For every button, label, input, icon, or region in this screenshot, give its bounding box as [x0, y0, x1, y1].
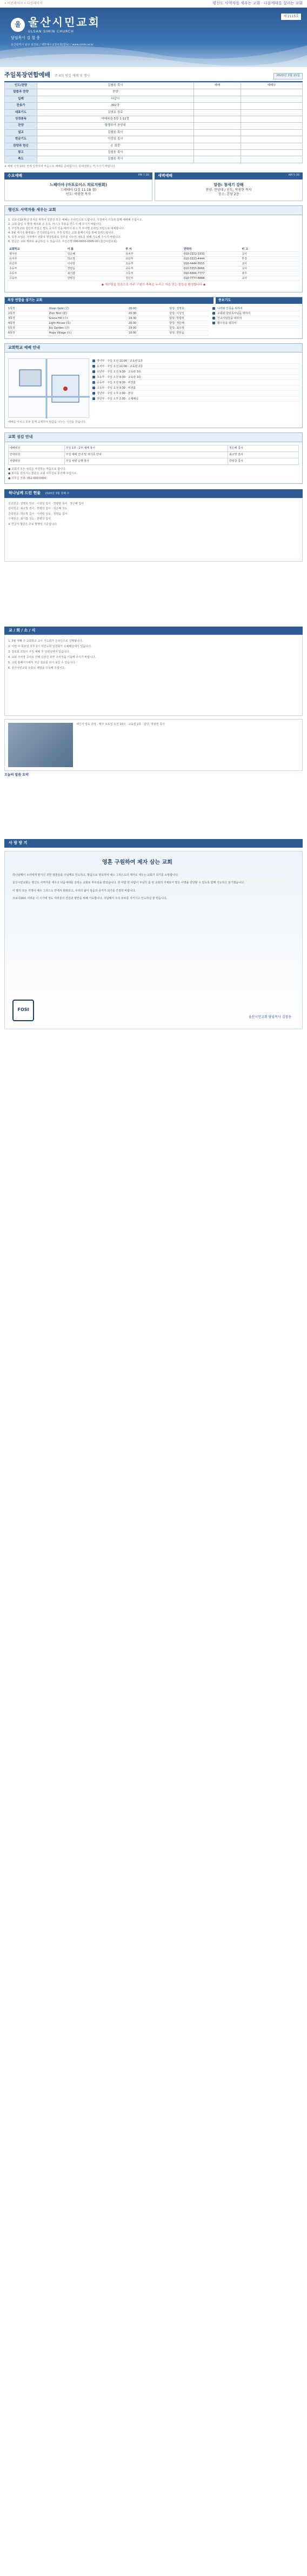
announcement-line: 4. 3월 새가족 환영회는 연기되었습니다. 추후 일정은 교회 홈페이지를 통해 알려드립니다. — [8, 231, 115, 235]
bullet-icon — [92, 392, 95, 395]
issue-number: 제 2115호 — [281, 13, 302, 21]
small-group-row[interactable] — [8, 326, 208, 331]
worship-row-cell: 302장 — [37, 103, 194, 109]
offering-line: 구제헌금: 최기쁨 성도 · 한평강 집사 — [8, 517, 51, 521]
ministry-cell: 한평강 집사 — [228, 458, 298, 464]
church-name: 울산시민교회 — [28, 16, 101, 29]
bullet-icon — [212, 322, 215, 324]
worship-row-label: 찬양 — [5, 123, 37, 129]
department-item[interactable] — [92, 369, 299, 375]
ministry-cell: 최소망 권사 — [228, 451, 298, 458]
map-icon — [9, 359, 90, 418]
news-line: 6. 울산시민교회 유튜브 채널을 구독해 주십시오. — [8, 667, 66, 670]
small-group-cell: Grace Hill (수) — [49, 317, 68, 321]
ministry-title: 교회 섬김 안내 — [5, 433, 302, 442]
education-ad[interactable] — [4, 719, 303, 771]
roster-cell: 박소망 — [66, 257, 125, 262]
ministry-bullet: ● 사무실 전화: 052-000-0000 — [8, 476, 46, 480]
ministry-cell: 안내위원 — [9, 451, 65, 458]
small-group-row[interactable] — [8, 311, 208, 316]
worship-row — [5, 136, 303, 143]
top-bar — [0, 0, 307, 8]
roster-cell: 010-6666-7777 — [183, 271, 241, 276]
prayer-text: 선교사님들을 위하여 — [217, 317, 242, 321]
worship-row-cell: 온 회중 — [37, 143, 194, 149]
roster-cell: 한평강 — [66, 276, 125, 281]
welcome-callout: ◆ 예수님을 믿음으로 마주 구원의 축복을 누리고 처음 믿는 분들을 환영합니다 ◆ — [101, 283, 206, 287]
dawn-service — [155, 172, 303, 201]
announcement-panel — [4, 205, 303, 292]
worship-order-table — [4, 82, 303, 163]
prayer-text: 환우들을 위하여 — [217, 322, 237, 325]
worship-row-label: 헌금기도 — [5, 136, 37, 143]
dawn-sub: 찬양: 찬양대 / 인도: 박광현 목사 — [205, 188, 252, 192]
announcement-lines — [8, 218, 299, 244]
department-item[interactable] — [92, 364, 299, 369]
worship-row-label: 성경봉독 — [5, 116, 37, 122]
announcement-line: 2. 교회 출입 시 발열 체크와 손 소독, 마스크 착용을 반드시 해 주시기 바랍니다. — [8, 222, 102, 226]
small-group-row[interactable] — [8, 307, 208, 311]
worship-row-label: 인도/찬양 — [5, 82, 37, 89]
worship-row-cell — [193, 136, 241, 143]
worship-row-cell — [193, 89, 241, 96]
department-text: 유치부 · 주일 오전 11:00 · 교육관 2층 — [97, 364, 143, 368]
department-list — [92, 358, 299, 418]
roster-cell: 010-4444-5555 — [183, 262, 241, 267]
worship-row-cell — [241, 143, 303, 149]
page-nav[interactable]: • 이전페이지 • 다음페이지 — [4, 1, 43, 5]
small-group-row[interactable] — [8, 316, 208, 321]
worship-row-label: 찬양과 헌신 — [5, 143, 37, 149]
worship-row-cell: 할렐루야 찬양대 — [37, 123, 194, 129]
wednesday-time: PM 7:30 — [138, 173, 149, 177]
news-title: 교 / 회 / 소 / 식 — [9, 628, 36, 633]
worship-row-cell — [241, 129, 303, 136]
small-group-cell: Hope Village (토) — [49, 331, 72, 335]
department-text: 초등부 · 주일 오전 9:30 · 교육관 3층 — [97, 375, 141, 379]
ministry-table — [8, 445, 299, 465]
bullet-icon — [212, 312, 215, 315]
prayer-item — [212, 321, 299, 326]
news-banner — [4, 627, 303, 635]
church-name-en: ULSAN SIMIN CHURCH — [28, 30, 74, 34]
prayer-item — [212, 307, 299, 311]
dawn-sub2: 장소: 본당 2층 — [218, 192, 239, 196]
offering-sub: 2020년 3월 첫째 주 — [45, 492, 70, 496]
department-item[interactable] — [92, 380, 299, 385]
ministry-bullet: ● 봉사를 원하시는 분들은 교회 사무실로 문의해 주십시오. — [8, 472, 78, 476]
small-group-cell: 1목장 — [8, 307, 15, 311]
announcement-heading: 평신도 사역자를 세우는 교회 — [5, 206, 302, 215]
bullet-icon — [212, 307, 215, 310]
department-item[interactable] — [92, 358, 299, 364]
worship-row — [5, 129, 303, 136]
dawn-title: 새벽예배 — [158, 173, 173, 178]
worship-row-cell: 찬양 — [37, 89, 194, 96]
small-group-row[interactable] — [8, 321, 208, 326]
small-group-cell: 2목장 — [8, 312, 15, 316]
ministry-cell: 주일 차량 운행 봉사 — [64, 458, 228, 464]
worship-row-cell — [193, 129, 241, 136]
news-line: 1. 3월 셋째 주 교회학교 교사 기도회가 온라인으로 진행됩니다. — [8, 640, 83, 643]
small-group-cell: 10:00 — [128, 331, 137, 335]
ministry-row — [9, 451, 299, 458]
small-group-cell: Ulsan Gold (금) — [49, 307, 69, 311]
worship-row-label: 찬송가 — [5, 103, 37, 109]
small-group-cell: Light House (목) — [49, 322, 71, 325]
offering-line: 감사헌금: 최소망 권사 · 한평강 집사 · 김은혜 성도 — [8, 507, 68, 511]
ending-title: 사 랑 방 지 — [9, 841, 28, 846]
prayer-text: 교회와 담임목사님을 위하여 — [217, 312, 251, 316]
worship-row-label: 입례 — [5, 96, 37, 102]
worship-row — [5, 143, 303, 149]
roster-header: 교회학교 — [8, 247, 66, 252]
roster-cell: 유치부 — [124, 252, 183, 257]
offering-banner — [4, 489, 303, 497]
department-note: 예배를 마치고 모두 함께 교제하며 말씀을 나누는 시간을 갖습니다. — [8, 421, 86, 424]
bullet-icon — [92, 381, 95, 384]
worship-row — [5, 116, 303, 122]
roster-header: 비 고 — [241, 247, 299, 252]
department-item[interactable] — [92, 385, 299, 391]
roster-cell: 초등부 — [124, 262, 183, 267]
roster-cell: 중등부 — [124, 267, 183, 271]
worship-row-cell: 예배 — [193, 82, 241, 89]
worship-row-cell: 이성일 집사 — [37, 136, 194, 143]
ministry-row — [9, 445, 299, 451]
worship-row-label: 설교 — [5, 129, 37, 136]
small-group-cell: 19:00 — [128, 327, 137, 330]
worship-row-cell — [193, 96, 241, 102]
worship-date: 2020년 3월 15일 — [273, 73, 303, 79]
bullet-icon — [92, 360, 95, 362]
roster-cell: 고등부 — [124, 271, 183, 276]
prayer-list — [212, 307, 299, 336]
roster-cell: 초등부 — [8, 267, 66, 271]
fosi-logo: FOSI — [12, 1000, 34, 1021]
mission-body — [12, 873, 295, 904]
small-group-cell: 6목장 — [8, 331, 15, 335]
campus-map[interactable] — [8, 358, 89, 418]
prayer-item — [212, 311, 299, 316]
department-item[interactable] — [92, 391, 299, 396]
small-group-cell: 19:30 — [128, 317, 137, 321]
wednesday-service — [4, 172, 152, 201]
mission-statement — [4, 851, 303, 1029]
worship-row-label: 광고 — [5, 150, 37, 156]
small-group-cell: 4목장 — [8, 322, 15, 325]
announcement-line: 1. 코로나19 확산 방지를 위하여 당분간 모든 예배는 온라인으로 드립니다. 가정에서 가족과 함께 예배해 주십시오. — [8, 218, 143, 222]
news-list — [4, 635, 303, 716]
offering-line: 건축헌금: 박소망 집사 · 이사랑 성도 · 정믿음 집사 — [8, 512, 68, 516]
ad-image — [8, 723, 73, 767]
worship-row — [5, 82, 303, 89]
worship-row-cell — [193, 109, 241, 116]
news-line: 4. 교회 주차장 공사로 인해 당분간 외부 주차장을 이용해 주시기 바랍니다. — [8, 656, 96, 660]
roster-cell: 010-3333-4444 — [183, 257, 241, 262]
offering-line: ※ 헌금자 명단은 주보 발행일 기준입니다. — [8, 522, 58, 526]
announcement-line: 5. 목장 모임은 가정에서 전화나 영상통화로 안부를 나누며 서로를 위해 기도해 주시기 바랍니다. — [8, 235, 121, 239]
teacher-roster — [8, 247, 299, 281]
worship-title: 주일목장연합예배 — [4, 71, 51, 78]
ministry-cell: 주일 1부 · 2부 예배 봉사 — [64, 445, 228, 451]
worship-row-cell — [193, 103, 241, 109]
department-text: 고등부 · 주일 오전 9:30 · 비전홀 — [97, 386, 136, 390]
ministry-row — [9, 458, 299, 464]
mission-paragraph: 이 땅의 모든 가정이 예수 그리스도 안에서 회복되고, 우리의 삶이 복음의 증거가 되기를 간절히 바랍니다. — [12, 889, 136, 893]
department-text: 유년부 · 주일 오전 9:30 · 교육관 3층 — [97, 370, 141, 374]
ministry-bullets — [8, 467, 299, 481]
ad-text: 새신자 양육 과정 · 매주 토요일 오전 10시 · 교육관 2층 · 담당: 박광현 목사 — [76, 723, 165, 727]
worship-notice: ※ 예배 시작 10분 전에 입장하여 마음으로 예배를 준비합시다. 휴대전화는 꺼 주시기 바랍니다. — [4, 164, 116, 168]
small-group-list — [8, 307, 208, 336]
roster-cell: 고등부 — [8, 276, 66, 281]
worship-row-cell: 마태복음 5장 1-12절 — [37, 116, 194, 122]
department-item[interactable] — [92, 375, 299, 380]
worship-row-label: 축도 — [5, 156, 37, 163]
roster-header: 이 름 — [66, 247, 125, 252]
prayer-text: 나라와 민족을 위하여 — [217, 307, 243, 311]
worship-row — [5, 96, 303, 102]
bullet-icon — [92, 387, 95, 389]
bullet-icon — [92, 365, 95, 368]
worship-row-cell: 다같이 — [37, 96, 194, 102]
ministry-bullet: ● 교회의 모든 섬김은 자원하는 마음으로 합니다. — [8, 467, 66, 471]
roster-cell: 010-5555-6666 — [183, 267, 241, 271]
bullet-icon — [92, 370, 95, 373]
roster-cell: 유년부 — [8, 262, 66, 267]
worship-row-cell: 김영호 장로 — [37, 109, 194, 116]
worship-row-label: 말씀과 찬양 — [5, 89, 37, 96]
small-group-cell: 담당: 김영호 — [169, 307, 184, 311]
prayer-item — [212, 316, 299, 321]
roster-cell: 영아부 — [8, 252, 66, 257]
worship-row-cell: 김철웅 목사 — [37, 129, 194, 136]
worship-subtitle: 주 4회 평일 예배 및 행사 — [54, 74, 90, 78]
worship-row-cell — [241, 150, 303, 156]
roster-header: 부 서 — [124, 247, 183, 252]
worship-row-cell — [241, 116, 303, 122]
ministry-panel — [4, 432, 303, 484]
worship-row-cell — [193, 156, 241, 163]
department-item[interactable] — [92, 396, 299, 402]
worship-row-cell: 예배부 — [241, 82, 303, 89]
worship-row-label: 대표기도 — [5, 109, 37, 116]
offering-list — [4, 498, 303, 562]
wednesday-line: 느헤미야 (마포로이스 의료지원회) — [50, 183, 107, 188]
worship-row-cell: 김철웅 목사 — [37, 150, 194, 156]
small-group-cell: 담당: 박광현 — [169, 317, 184, 321]
ministry-cell: 예배위원 — [9, 445, 65, 451]
news-line: 2. 이번 주 목요일 오후 2시 여전도회 임원회가 소예배실에서 있습니다. — [8, 645, 92, 649]
worship-row-cell — [193, 150, 241, 156]
small-group-panel — [4, 297, 303, 339]
roster-header: 연락처 — [183, 247, 241, 252]
dawn-line: 말씀: 창세기 강해 — [213, 183, 244, 188]
church-motto: 평신도 사역자를 세우는 교회 · 다음세대를 살리는 교회 — [212, 1, 303, 6]
roster-cell: 청년부 — [124, 276, 183, 281]
worship-row-cell: 김철웅 목사 — [37, 82, 194, 89]
small-group-cell: Zion Tent (화) — [49, 312, 67, 316]
worship-row — [5, 150, 303, 156]
worship-row — [5, 156, 303, 163]
announcement-line: 6. 헌금은 교회 계좌로 송금하실 수 있습니다. 부산은행 000-0000-0000-00 (울산시민교회) — [8, 239, 117, 243]
bullet-icon — [92, 397, 95, 400]
worship-row — [5, 89, 303, 96]
ministry-cell: 정은혜 집사 — [228, 445, 298, 451]
small-group-cell: 20:00 — [128, 322, 137, 325]
roster-cell: 부장 — [241, 257, 299, 262]
mission-paragraph: 코로나19로 어려운 이 시기에 성도 여러분의 건강과 평안을 위해 기도합니다. 주님께서 우리 모두를 지키시고 인도하실 줄 믿습니다. — [12, 897, 168, 901]
bullet-icon — [212, 317, 215, 319]
department-text: 장년부 · 주일 오후 2:00 · 소예배실 — [97, 397, 139, 401]
news-line: 3. 장로회 모임이 주일 예배 후 당회실에서 있습니다. — [8, 650, 70, 654]
roster-cell: 교사 — [241, 276, 299, 281]
department-text: 영아부 · 주일 오전 11:00 · 교육관 1층 — [97, 359, 143, 363]
small-group-cell: 5목장 — [8, 327, 15, 330]
worship-row-cell — [241, 109, 303, 116]
ministry-cell: 주일 예배 안내 및 새가족 안내 — [64, 451, 228, 458]
worship-row-cell — [241, 103, 303, 109]
worship-row-cell — [193, 143, 241, 149]
mission-heading: 영혼 구원하여 제자 삼는 교회 — [102, 859, 172, 866]
worship-row-cell: 김철웅 목사 — [37, 156, 194, 163]
worship-row — [5, 109, 303, 116]
roster-cell: 총무 — [241, 271, 299, 276]
announcement-line: 3. 주일학교와 청년부 모임은 별도 공지가 있을 때까지 쉬고 각 부서별 온라인 모임으로 대체합니다. — [8, 227, 125, 230]
hero-banner — [0, 8, 307, 67]
wednesday-sub2: 인도: 박광현 목사 — [65, 192, 91, 196]
small-group-cell: 3목장 — [8, 317, 15, 321]
bullet-icon — [92, 376, 95, 378]
departments-panel — [4, 343, 303, 428]
small-group-cell: 담당: 최소망 — [169, 327, 184, 330]
offering-title: 하나님께 드린 헌물 — [9, 491, 41, 496]
pastor-name: 담임목사 김 철 웅 — [11, 36, 41, 40]
worship-row — [5, 123, 303, 129]
small-group-cell: 20:00 — [128, 307, 137, 311]
ad-footer: 오늘의 말씀 요약 — [4, 773, 29, 777]
departments-title: 교회학교 예배 안내 — [5, 344, 302, 352]
logo-mark: 울 — [11, 18, 25, 32]
small-group-cell: 20:30 — [128, 312, 137, 316]
worship-row-cell — [241, 89, 303, 96]
news-line: 5. 교회 홈페이지에서 지난 설교를 다시 보실 수 있습니다. — [8, 661, 76, 665]
roster-cell: 교사 — [241, 267, 299, 271]
worship-row-cell — [193, 123, 241, 129]
small-group-cell: 담당: 이성일 — [169, 312, 184, 316]
roster-cell: 정믿음 — [66, 267, 125, 271]
department-text: 청년부 · 주일 오후 2:00 · 본당 — [97, 391, 134, 395]
roster-cell: 유년부 — [124, 257, 183, 262]
worship-row-cell — [193, 116, 241, 122]
ending-banner — [4, 839, 303, 847]
roster-cell: 교사 — [241, 262, 299, 267]
dawn-time: AM 5:30 — [288, 173, 299, 177]
church-info: 울산광역시 남구 삼산로 / 대한예수교장로회(합동) / www.simin.or.kr — [11, 43, 94, 46]
roster-cell: 김은혜 — [66, 252, 125, 257]
small-group-cell: 담당: 정은혜 — [169, 322, 184, 325]
roster-cell: 유치부 — [8, 257, 66, 262]
church-logo[interactable] — [11, 15, 101, 34]
worship-row-cell — [241, 156, 303, 163]
pastor-signature: 울산시민교회 담임목사 김철웅 — [248, 1015, 291, 1020]
roster-cell: 010-7777-8888 — [183, 276, 241, 281]
mission-paragraph: 하나님께서 우리에게 맡기신 귀한 영혼들을 주님께로 인도하고, 말씀으로 양육하여 예수 그리스도의 제자로 세우는 교회가 되기를 소망합니다. — [12, 873, 179, 877]
small-group-row[interactable] — [8, 331, 208, 336]
worship-row-cell — [241, 123, 303, 129]
wednesday-sub: 드레쉐아 (2절 11-18 절) — [60, 188, 97, 192]
ministry-cell: 차량위원 — [9, 458, 65, 464]
offering-line: 선교헌금: 김영호 장로 · 이성일 집사 · 박광현 목사 · 정은혜 집사 — [8, 502, 84, 505]
roster-cell: 최기쁨 — [66, 271, 125, 276]
roster-cell: 중등부 — [8, 271, 66, 276]
roster-cell: 이사랑 — [66, 262, 125, 267]
worship-section — [4, 67, 303, 1029]
prayer-title: 중보기도 — [216, 297, 302, 304]
worship-row-cell — [241, 136, 303, 143]
wednesday-title: 수요예배 — [8, 173, 23, 178]
small-group-title: 목장 연합을 섬기는 교회 — [5, 297, 213, 304]
small-group-cell: 담당: 한믿음 — [169, 331, 184, 335]
department-text: 중등부 · 주일 오전 9:30 · 비전홀 — [97, 381, 136, 384]
small-group-cell: Joy Garden (금) — [49, 327, 70, 330]
roster-cell: 010-2222-3333 — [183, 252, 241, 257]
worship-row-cell — [241, 96, 303, 102]
roster-cell: 교사 — [241, 252, 299, 257]
mission-paragraph: 울산시민교회는 평신도 사역자를 세우고 다음세대를 살리는 교회로 부르심을 받았습니다. 한 사람 한 사람이 주님의 몸 된 교회의 지체로서 맡은 사명을 감당할 수 있도록 함께 기도하고 섬기겠습니다. — [12, 881, 245, 885]
worship-row — [5, 103, 303, 109]
